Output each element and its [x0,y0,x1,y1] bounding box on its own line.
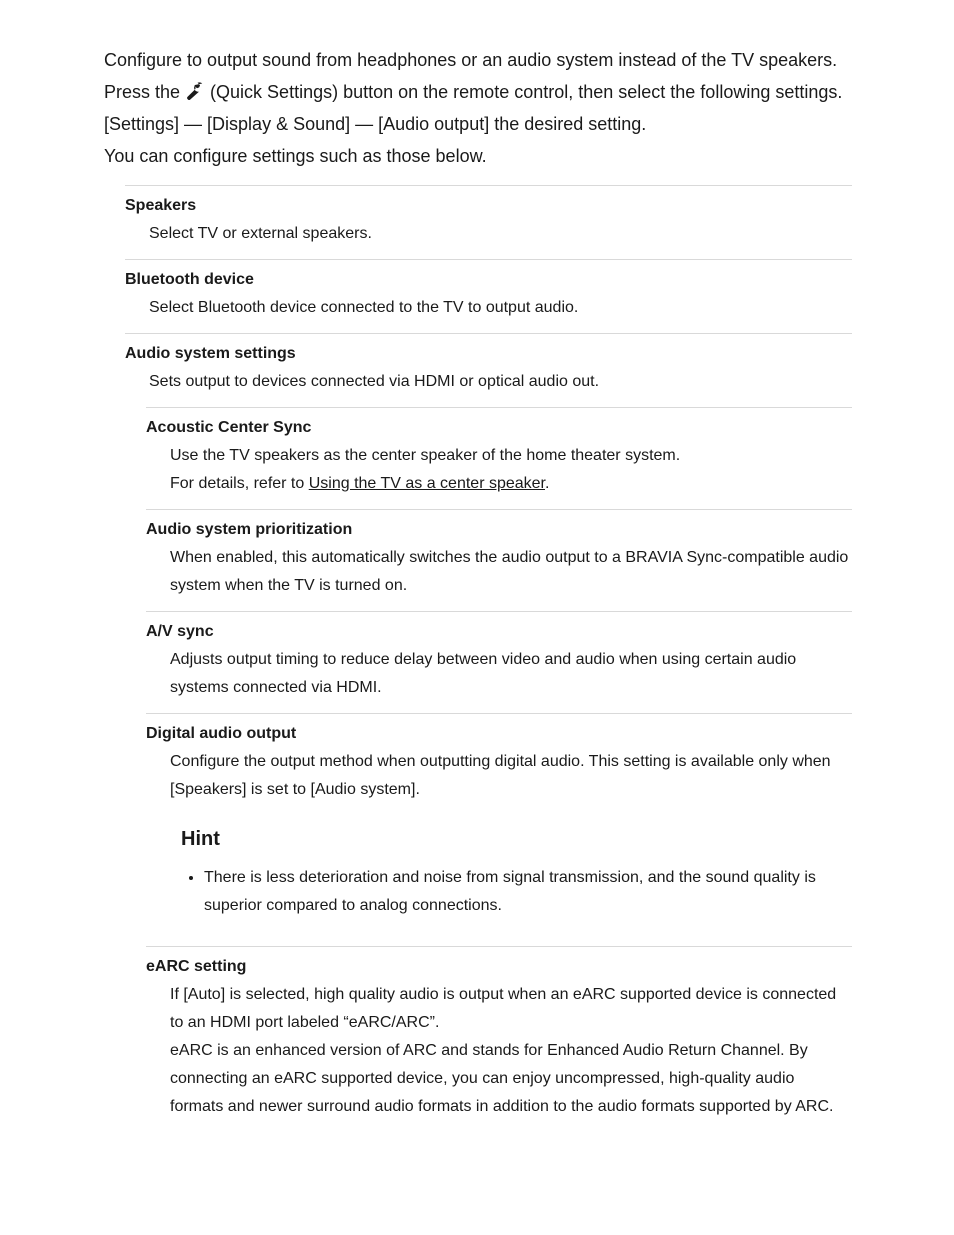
setting-audio-system-settings [125,333,852,407]
setting-title: Audio system settings [125,345,296,362]
intro-line-1: Configure to output sound from headphones or an audio system instead of the TV speakers. [104,50,838,70]
setting-title: Audio system prioritization [146,521,353,538]
setting-description-text: Configure the output method when outputting digital audio. This setting is available only when [Speakers] is set to [Audio system]. [170,753,831,798]
setting-description [170,646,852,702]
setting-description [170,442,852,498]
setting-description-text: Select Bluetooth device connected to the TV to output audio. [149,299,579,316]
center-speaker-link[interactable]: Using the TV as a center speaker [308,475,545,492]
setting-description-text: When enabled, this automatically switches the audio output to a BRAVIA Sync-compatible audio system when the TV is turned on. [170,549,849,594]
setting-digital-audio-output [146,713,852,946]
reference-suffix: . [545,475,550,492]
setting-speakers [125,185,852,259]
setting-title: Bluetooth device [125,271,254,288]
intro-line-2-start: Press the [104,82,181,102]
help-page [104,44,852,1132]
setting-title: Acoustic Center Sync [146,419,312,436]
intro-line-2-end: (Quick Settings) button on the remote control, then select the following settings. [210,82,843,102]
setting-description [149,220,852,248]
hint-box [181,826,852,920]
hint-item: • There is less deterioration and noise from signal transmission, and the sound quality is superior compared to analog connections. [204,864,852,920]
hint-title: Hint [181,828,220,850]
setting-description [170,748,852,804]
setting-description-text: Sets output to devices connected via HDMI or optical audio out. [149,373,600,390]
setting-description-text: eARC is an enhanced version of ARC and stands for Enhanced Audio Return Channel. By connecting an eARC supported device, you can enjoy uncompressed, high-quality audio formats and newer surround audio formats in addition to the audio formats supported by ARC. [170,1042,834,1115]
intro-line-2 [104,76,852,108]
intro-section [104,44,852,172]
setting-audio-system-prioritization [146,509,852,611]
setting-title: Digital audio output [146,725,297,742]
setting-title: eARC setting [146,958,247,975]
setting-bluetooth-device [125,259,852,333]
intro-line-4: You can configure settings such as those below. [104,146,487,166]
setting-description-text: Use the TV speakers as the center speaker of the home theater system. [170,447,681,464]
reference-prefix: For details, refer to [170,475,309,492]
setting-av-sync [146,611,852,713]
setting-description-reference [170,470,852,498]
setting-description [149,368,852,396]
settings-list [104,185,852,1132]
setting-earc [146,946,852,1132]
setting-description [170,981,852,1121]
intro-line-3: [Settings] — [Display & Sound] — [Audio output] the desired setting. [104,114,647,134]
setting-description-text: Select TV or external speakers. [149,225,372,242]
hint-list [181,864,852,920]
setting-description-text: If [Auto] is selected, high quality audio is output when an eARC supported device is connected to an HDMI port labeled “eARC/ARC”. [170,986,837,1031]
wrench-icon [186,80,206,100]
setting-acoustic-center-sync [146,407,852,509]
setting-description-text: Adjusts output timing to reduce delay between video and audio when using certain audio systems connected via HDMI. [170,651,797,696]
setting-title: Speakers [125,197,197,214]
setting-description [149,294,852,322]
setting-title: A/V sync [146,623,214,640]
setting-description [170,544,852,600]
